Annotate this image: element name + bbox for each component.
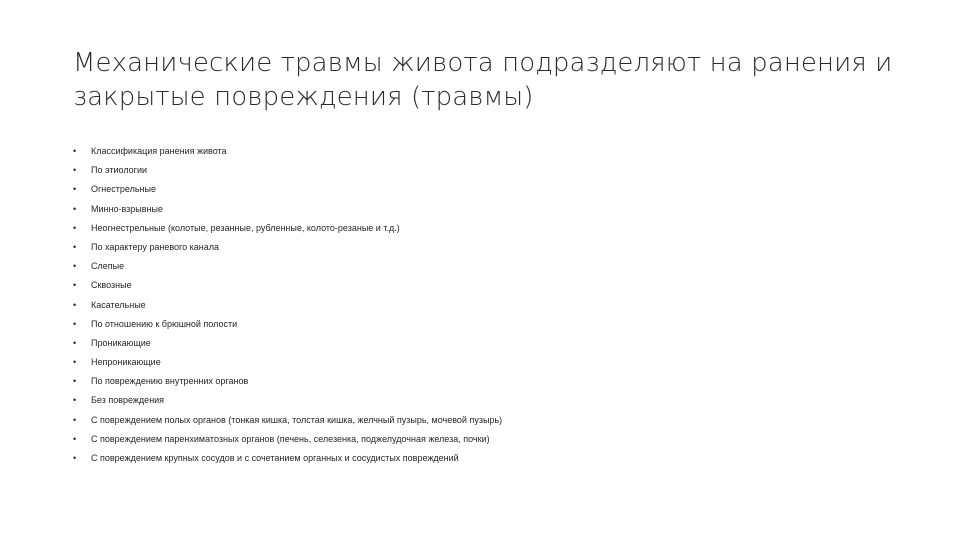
bullet-icon: •: [73, 318, 77, 329]
bullet-icon: •: [73, 184, 77, 195]
list-item-text: По характеру раневого канала: [91, 241, 219, 252]
bullet-icon: •: [73, 433, 77, 444]
bullet-icon: •: [73, 376, 77, 387]
list-item-text: Проникающие: [91, 337, 151, 348]
bullet-icon: •: [73, 280, 77, 291]
list-item-text: Без повреждения: [91, 395, 165, 406]
bullet-icon: •: [73, 203, 77, 214]
bullet-icon: •: [73, 261, 77, 272]
list-item-text: Непроникающие: [91, 357, 161, 368]
bullet-icon: •: [73, 453, 77, 463]
list-item-text: По отношению к брюшной полости: [91, 318, 238, 329]
list-item-text: Огнестрельные: [91, 184, 156, 195]
bullet-icon: •: [73, 414, 77, 425]
list-item-text: Классификация ранения живота: [91, 146, 227, 156]
list-item-text: С повреждением полых органов (тонкая кишка, толстая кишка, желчный пузырь, мочевой пузырь): [91, 414, 503, 425]
list-item-text: Сквозные: [91, 280, 132, 291]
list-item-text: По повреждению внутренних органов: [91, 376, 249, 387]
list-item-text: С повреждением паренхиматозных органов (печень, селезенка, поджелудочная железа, почки): [91, 433, 490, 444]
slide-title: Механические травмы живота подразделяют на ранения и закрытые повреждения (травмы): [73, 48, 893, 112]
bullet-icon: •: [73, 165, 77, 176]
list-item-text: Касательные: [91, 299, 146, 310]
list-item-text: Неогнестрельные (колотые, резанные, рубленные, колото-резаные и т.д.): [91, 222, 400, 233]
bullet-icon: •: [73, 357, 77, 368]
list-item-text: Слепые: [91, 261, 125, 272]
bullet-icon: •: [73, 337, 77, 348]
list-item-text: С повреждением крупных сосудов и с сочетанием органных и сосудистых повреждений: [91, 453, 459, 463]
bullet-icon: •: [73, 395, 77, 406]
list-item-text: Минно-взрывные: [91, 203, 163, 214]
bullet-icon: •: [73, 299, 77, 310]
bullet-icon: •: [73, 222, 77, 233]
bullet-icon: •: [73, 146, 77, 156]
bullet-icon: •: [73, 241, 77, 252]
list-item-text: По этиологии: [91, 165, 148, 176]
